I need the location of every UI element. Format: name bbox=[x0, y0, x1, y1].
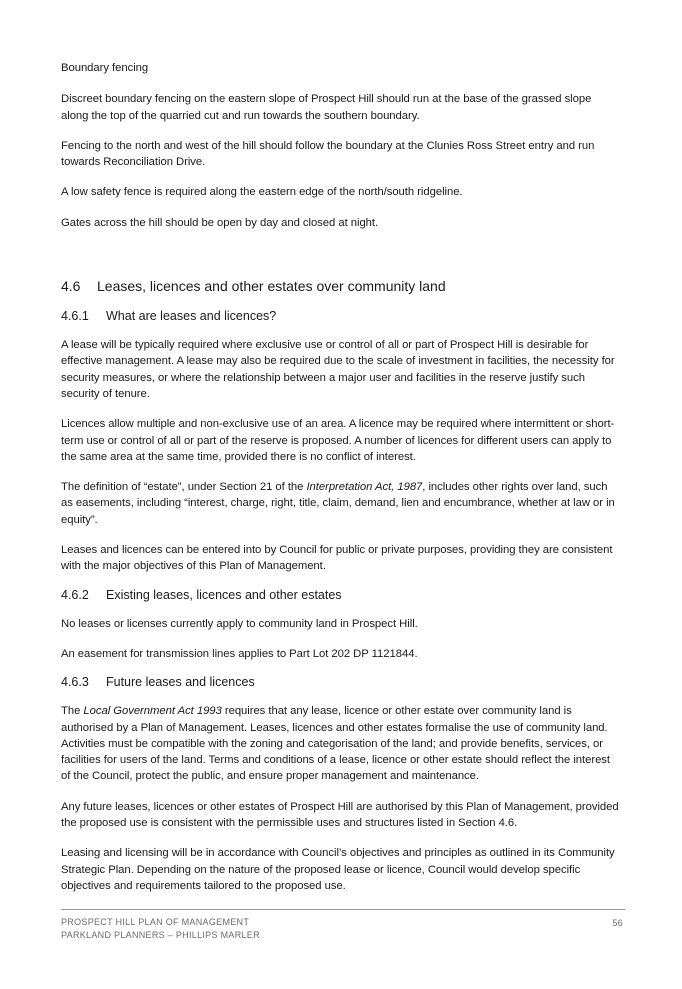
boundary-paragraph-4: Gates across the hill should be open by day and closed at night. bbox=[61, 216, 379, 229]
section-4-6-2-heading bbox=[61, 587, 621, 603]
estate-definition-paragraph: The definition of “estate”, under Section 21 of the Interpretation Act, 1987, includes other rights over land, such as easements, including “interest, charge, right, title, claim, demand, lien and encumbrance, whether at law or in equity”. bbox=[61, 481, 615, 526]
boundary-fencing-heading: Boundary fencing bbox=[61, 62, 149, 74]
section-4-6-heading bbox=[61, 277, 621, 295]
section-title: What are leases and licences? bbox=[106, 309, 277, 324]
section-title: Existing leases, licences and other estates bbox=[106, 587, 342, 602]
section-number: 4.6 bbox=[61, 278, 81, 295]
strategic-plan-paragraph: Leasing and licensing will be in accordance with Council’s objectives and principles as outlined in its Community Strategic Plan. Depending on the nature of the proposed lease or licence, Council would develop specific objectives and requirements tailored to the proposed use. bbox=[61, 847, 615, 892]
page-footer bbox=[61, 909, 625, 941]
section-number: 4.6.1 bbox=[61, 309, 89, 324]
section-number: 4.6.3 bbox=[61, 675, 89, 690]
section-title: Future leases and licences bbox=[106, 675, 255, 690]
section-4-6-1-heading bbox=[61, 308, 621, 324]
boundary-paragraph-1: Discreet boundary fencing on the eastern slope of Prospect Hill should run at the base of the grassed slope along the top of the quarried cut and run towards the southern boundary. bbox=[61, 93, 592, 122]
lga-paragraph: The Local Government Act 1993 requires that any lease, licence or other estate over community land is authorised by a Plan of Management. Leases, licences and other estates formalise the use of community land. Activities must be compatible with the zoning and categorisation of the land; and provide benefits, services, or facilities for users of the land. Terms and conditions of a lease, licence or other estate should reflect the interest of the Council, protect the public, and ensure proper management and maintenance. bbox=[61, 705, 610, 783]
leases-paragraph-1: A lease will be typically required where exclusive use or control of all or part of Prospect Hill is desirable for effective management. A lease may also be required due to the scale of investment in facilities, the necessity for security measures, or where the relationship between a major user and facilities in the reserve justify such security of tenure. bbox=[61, 339, 615, 400]
section-number: 4.6.2 bbox=[61, 587, 89, 602]
section-title: Leases, licences and other estates over community land bbox=[97, 278, 446, 295]
boundary-paragraph-3: A low safety fence is required along the eastern edge of the north/south ridgeline. bbox=[61, 186, 463, 199]
leases-purposes-paragraph: Leases and licences can be entered into by Council for public or private purposes, providing they are consistent with the major objectives of this Plan of Management. bbox=[61, 544, 613, 573]
section-4-6-3-heading bbox=[61, 674, 621, 690]
footer-author: PARKLAND PLANNERS – PHILLIPS MARLER bbox=[61, 929, 260, 940]
page-number: 56 bbox=[612, 918, 623, 928]
page-content bbox=[61, 60, 621, 894]
licences-paragraph: Licences allow multiple and non-exclusive use of an area. A licence may be required where intermittent or short- term use or control of all or part of the reserve is proposed. A number of licences for different users can apply to the same area at the same time, provided there is no conflict of interest. bbox=[61, 418, 615, 463]
footer-document-title: PROSPECT HILL PLAN OF MANAGEMENT bbox=[61, 917, 250, 927]
existing-leases-paragraph: No leases or licenses currently apply to community land in Prospect Hill. bbox=[61, 617, 418, 630]
boundary-paragraph-2: Fencing to the north and west of the hill should follow the boundary at the Clunies Ross Street entry and run towards Reconciliation Drive. bbox=[61, 139, 595, 169]
future-leases-paragraph: Any future leases, licences or other estates of Prospect Hill are authorised by this Plan of Management, provided the proposed use is consistent with the permissible uses and structures listed in Section 4.6. bbox=[61, 800, 619, 830]
easement-paragraph: An easement for transmission lines applies to Part Lot 202 DP 1121844. bbox=[61, 647, 418, 660]
